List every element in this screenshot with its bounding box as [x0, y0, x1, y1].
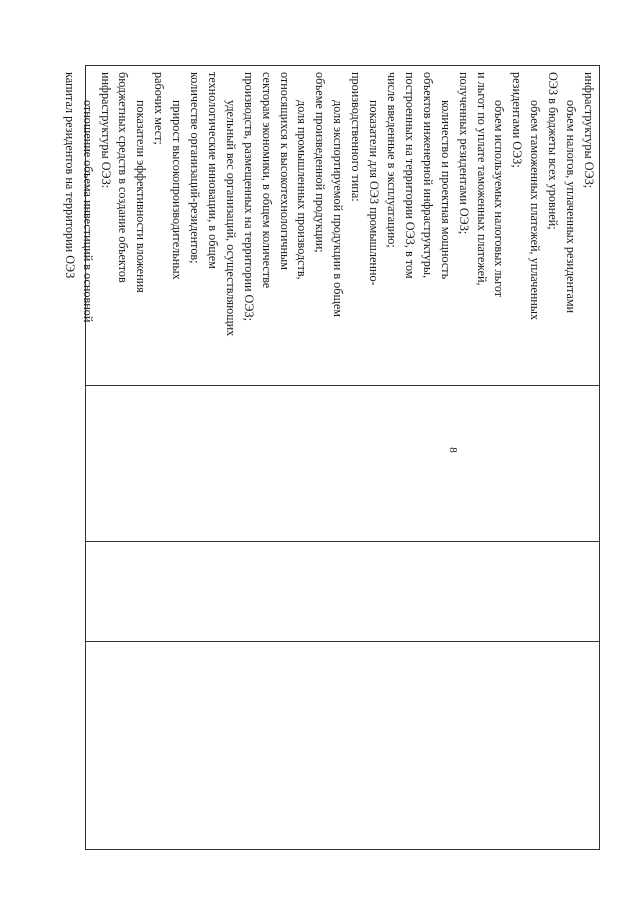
- table-text-line: показатели эффективности вложения: [134, 100, 149, 293]
- table-text-line: показатели для ОЭЗ промышленно-: [367, 100, 382, 286]
- table-text-line: доля промышленных производств,: [295, 100, 310, 280]
- table-text-line: объем используемых налоговых льгот: [492, 100, 507, 298]
- table-text-line: инфраструктуры ОЭЗ:: [98, 72, 113, 189]
- table-text-line: рабочих мест;: [152, 72, 167, 145]
- page-number: 8: [447, 447, 459, 453]
- table-text-line: числе введенные в эксплуатацию;: [385, 72, 400, 248]
- table-text-line: количестве организаций-резидентов;: [188, 72, 203, 264]
- table-text-line: секторам экономики, в общем количестве: [259, 72, 274, 289]
- table-text-line: полученных резидентами ОЭЗ;: [456, 72, 471, 235]
- table-column-indicators: [62, 66, 599, 386]
- table-text-line: количество и проектная мощность: [438, 100, 453, 280]
- table-text-line: производств, размещенных на территории ОЭЗ;: [241, 72, 256, 322]
- table-text-line: объем налогов, уплаченных резидентами: [564, 100, 579, 314]
- table-text-line: удельный вес организаций, осуществляющих: [223, 100, 238, 337]
- table-text-line: отношение объема инвестиций в основной: [80, 100, 95, 323]
- table-column-3: [86, 542, 599, 642]
- table-frame: [62, 65, 600, 850]
- table-text-line: построенных на территории ОЭЗ, в том: [402, 72, 417, 279]
- table-text-line: прирост высокопроизводительных: [170, 100, 185, 280]
- indicators-text: [60, 72, 597, 379]
- rotated-table: [62, 65, 600, 850]
- table-column-4: [86, 642, 599, 851]
- table-text-line: относящихся к высокотехнологичным: [277, 72, 292, 270]
- table-column-2: [86, 386, 599, 542]
- table-text-line: капитал резидентов на территории ОЭЗ: [62, 72, 77, 279]
- table-text-line: доля экспортируемой продукции в общем: [331, 100, 346, 317]
- table-text-line: объем таможенных платежей, уплаченных: [528, 100, 543, 321]
- table-text-line: бюджетных средств в создание объектов: [116, 72, 131, 283]
- table-text-line: резидентами ОЭЗ;: [510, 72, 525, 168]
- table-text-line: производственного типа:: [349, 72, 364, 202]
- table-text-line: ОЭЗ в бюджеты всех уровней;: [546, 72, 561, 230]
- table-text-line: объектов инженерной инфраструктуры,: [420, 72, 435, 279]
- table-text-line: инфраструктуры ОЭЗ;: [582, 72, 596, 189]
- table-text-line: объеме произведенной продукции;: [313, 72, 328, 253]
- table-text-line: и льгот по уплате таможенных платежей,: [474, 72, 489, 286]
- table-text-line: технологические инновации, в общем: [205, 72, 220, 269]
